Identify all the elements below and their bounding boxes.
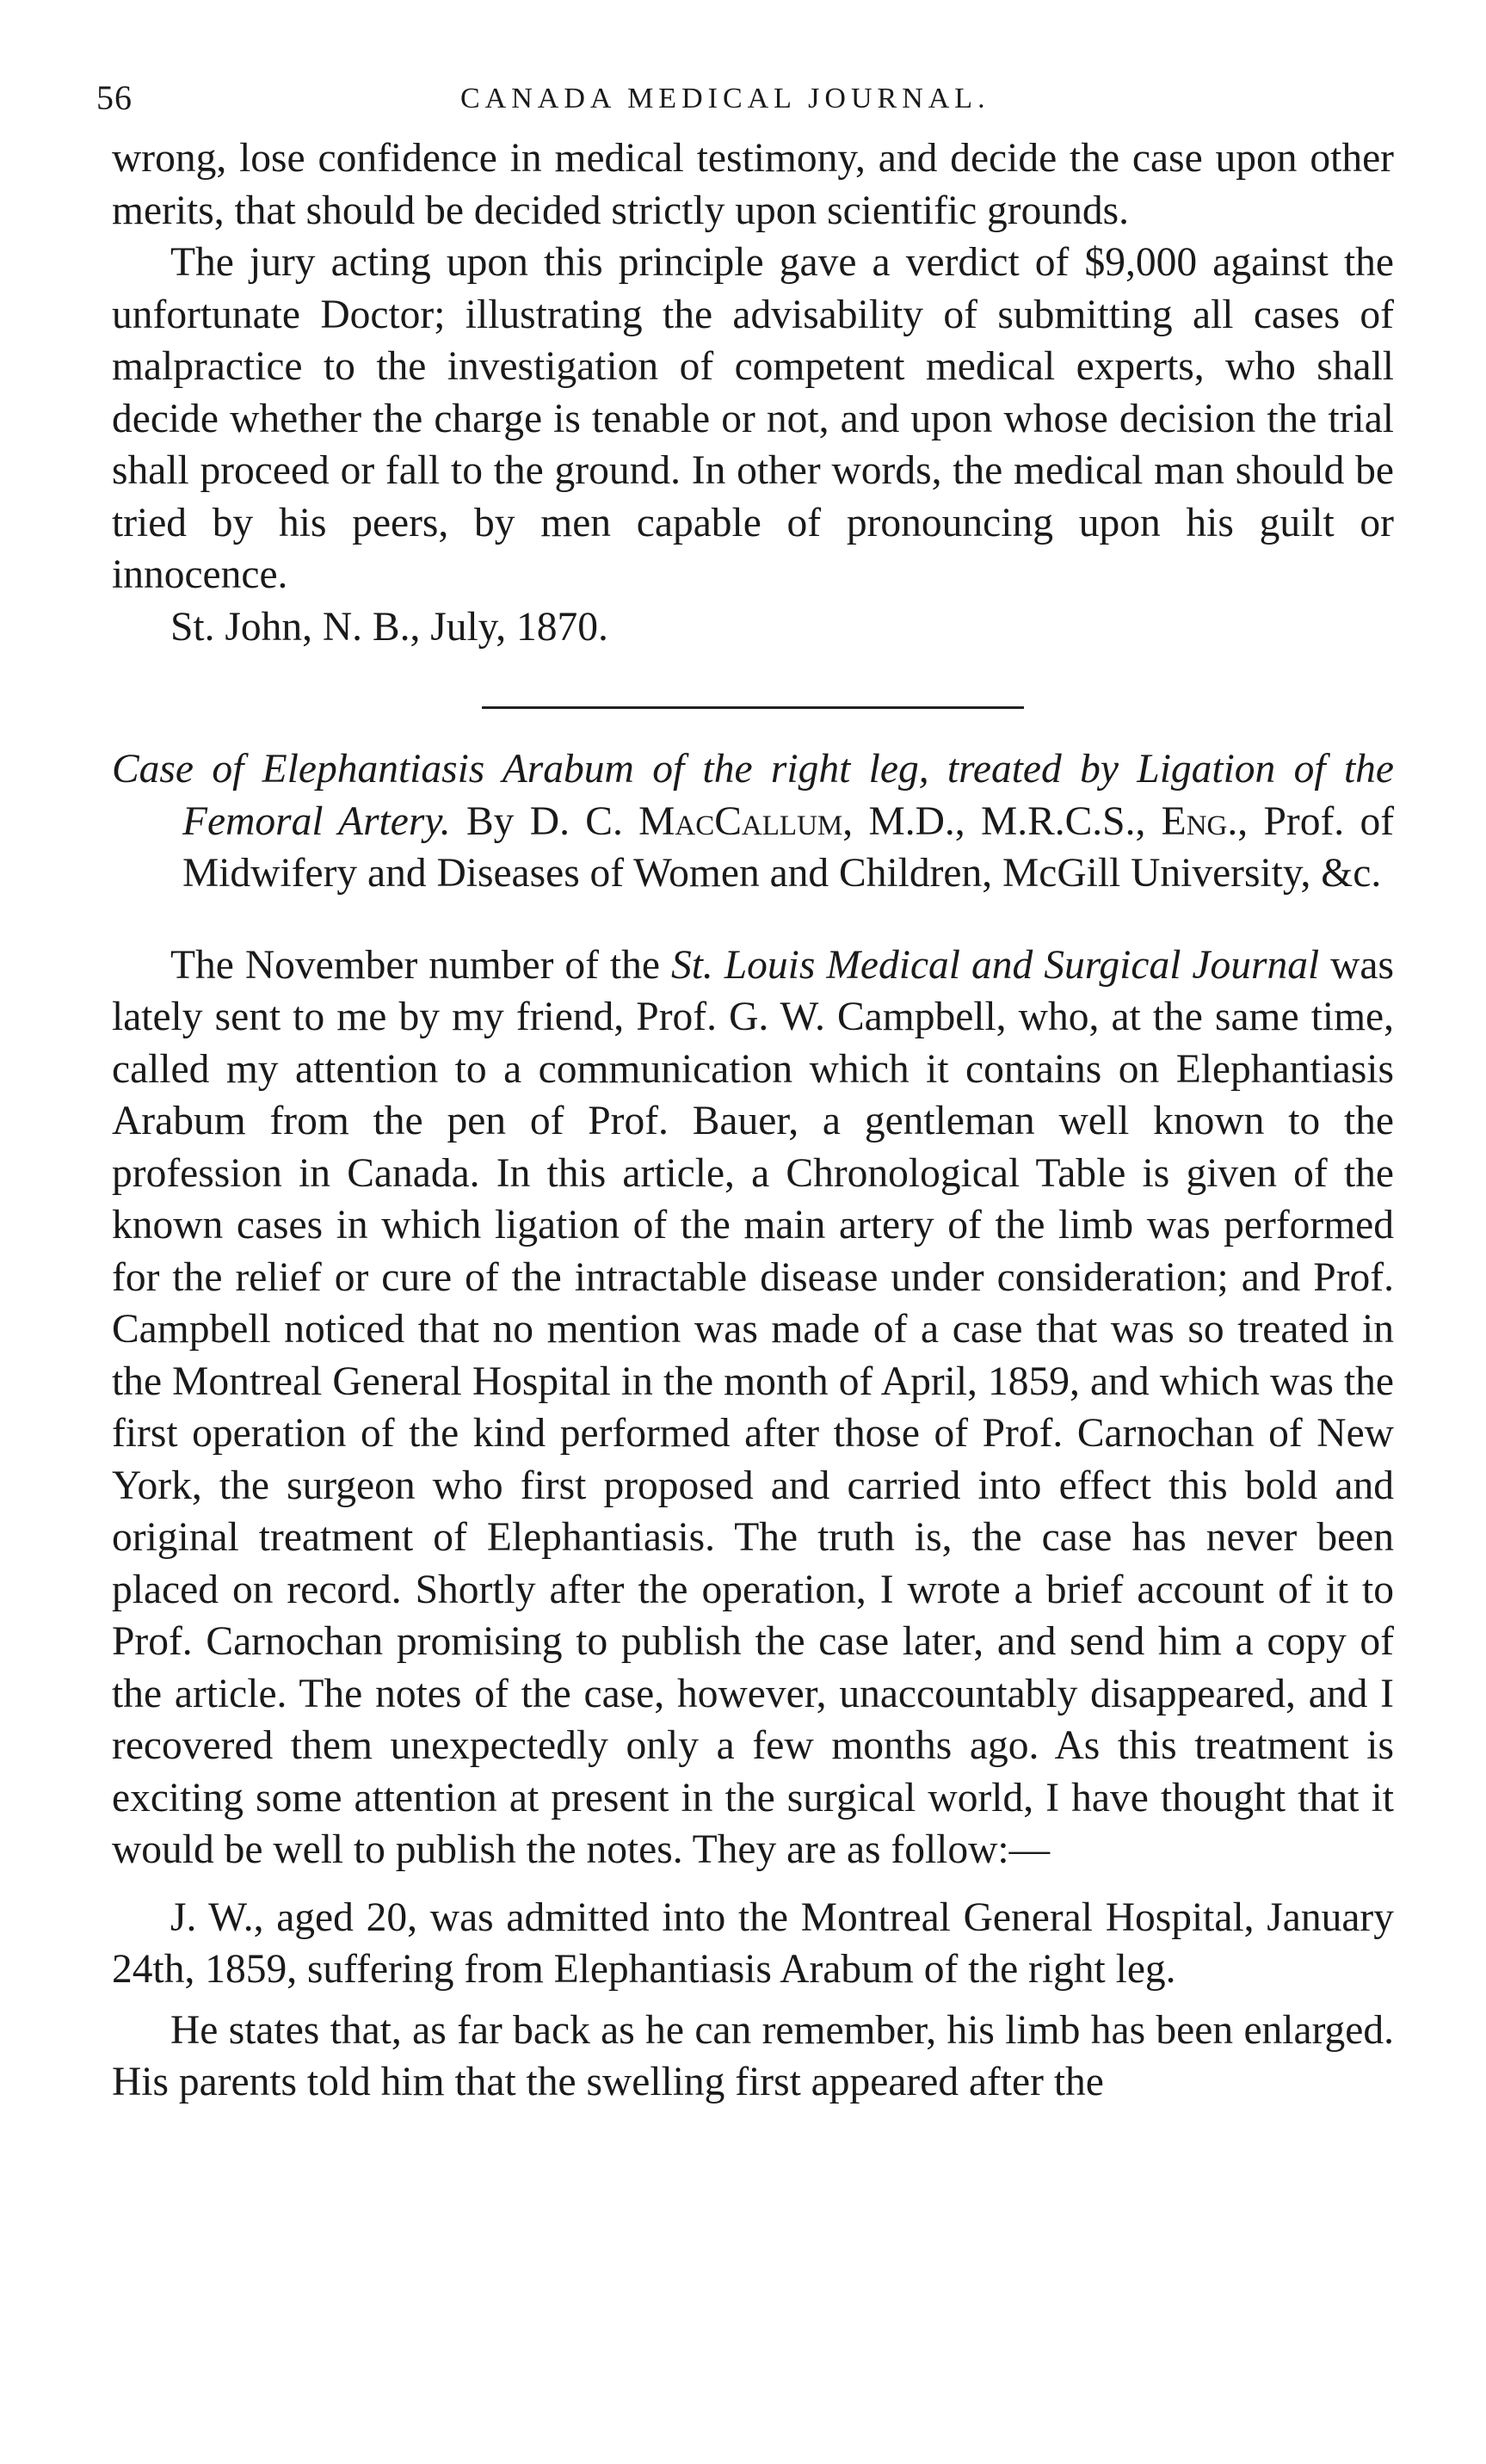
article-author: D. C. MacCallum, M.D., M.R.C.S., Eng., [529,798,1249,844]
running-title: CANADA MEDICAL JOURNAL. [460,83,990,114]
article-heading [112,743,1394,900]
paragraph-verdict: The jury acting upon this principle gave a verdict of $9,000 against the unfortunate Doctor; illustrating the advisability of submitting all cases of malpractice to the investigation of competent medical experts, who shall decide whether the charge is tenable or not, and upon whose decision the trial shall proceed or fall to the ground. In other words, the medical man should be tried by his peers, by men capable of pronouncing upon his guilt or innocence. [112,240,1394,597]
page-number: 56 [96,78,133,117]
article-title: Case of Elephantiasis Arabum of the right leg, treated by Ligation of the Femoral Artery. [112,747,1394,844]
sign-off: St. John, N. B., July, 1870. [170,604,608,650]
page-header [96,69,1394,129]
journal-name: St. Louis Medical and Surgical Journal [670,942,1320,988]
paragraph-continued: wrong, lose confidence in medical testimony, and decide the case upon other merits, that should be decided strictly upon scientific grounds. [112,136,1394,233]
journal-page [96,69,1395,2109]
author-affiliation: Prof. of Midwifery and Diseases of Women and Children, McGill University, &c. [182,798,1395,896]
intro-lead: The November number of the [170,942,660,988]
byline-by: By [466,798,515,844]
paragraph-case: J. W., aged 20, was admitted into the Montreal General Hospital, January 24th, 1859, suffering from Elephantiasis Arabum of the right leg. [112,1894,1394,1992]
paragraph-history: He states that, as far back as he can remember, his limb has been enlarged. His parents told him that the swelling first appeared after the [112,2007,1394,2104]
intro-rest: was lately sent to me by my friend, Prof. G. W. Campbell, who, at the same time, called my attention to a communication which it contains on Elephantiasis Arabum from the pen of Prof. Bauer, a gentleman well known to the profession in Canada. In this article, a Chronological Table is given of the known cases in which ligation of the main artery of the limb was performed for the relief or cure of the intractable disease under consideration; and Prof. Campbell noticed that no mention was made of a case that was so treated in the Montreal General Hospital in the month of April, 1859, and which was the first operation of the kind performed after those of Prof. Carnochan of New York, the surgeon who first proposed and carried into effect this bold and original treatment of Elephantiasis. The truth is, the case has never been placed on record. Shortly after the operation, I wrote a brief account of it to Prof. Carnochan promising to publish the case later, and send him a copy of the article. The notes of the case, however, unaccountably disappeared, and I recovered them unexpectedly only a few months ago. As this treatment is exciting some attention at present in the surgical world, I have thought that it would be well to publish the notes. They are as follow:— [112,942,1394,1872]
paragraph-introduction [112,939,1394,1876]
section-divider [482,706,1024,709]
